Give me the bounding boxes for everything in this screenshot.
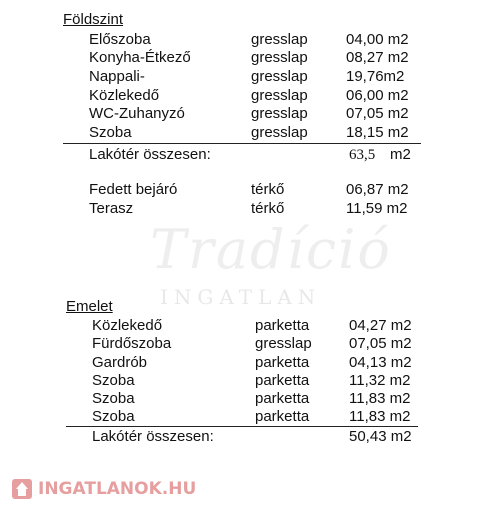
room-name: Közlekedő [92, 317, 163, 334]
divider [63, 143, 421, 144]
total-unit: m2 [390, 146, 411, 163]
total-label: Lakótér összesen: [92, 428, 214, 445]
room-name: Gardrób [92, 354, 148, 371]
room-name: Konyha-Étkező [89, 49, 191, 66]
room-name: WC-Zuhanyzó [89, 105, 185, 122]
room-name: Nappali- [89, 68, 145, 85]
total-label: Lakótér összesen: [89, 146, 211, 163]
room-material: gresslap [251, 105, 308, 122]
room-area: 06,87 m2 [346, 181, 409, 198]
divider [66, 426, 418, 427]
room-area: 04,27 m2 [349, 317, 412, 334]
total-value: 50,43 m2 [349, 428, 412, 445]
room-name: Közlekedő [89, 87, 160, 104]
room-name: Előszoba [89, 31, 151, 48]
room-material: gresslap [251, 31, 308, 48]
house-icon [12, 479, 32, 499]
room-area: 11,59 m2 [346, 200, 408, 217]
ground-floor-title: Földszint [63, 11, 124, 28]
room-material: gresslap [251, 124, 308, 141]
watermark-caps: INGATLAN [160, 285, 322, 309]
room-area: 07,05 m2 [349, 335, 412, 352]
room-area: 07,05 m2 [346, 105, 409, 122]
room-area: 19,76m2 [346, 68, 405, 85]
room-material: gresslap [255, 335, 312, 352]
upper-floor-title: Emelet [66, 298, 113, 315]
room-area: 06,00 m2 [346, 87, 409, 104]
room-area: 11,32 m2 [349, 372, 411, 389]
room-area: 08,27 m2 [346, 49, 409, 66]
room-area: 11,83 m2 [349, 390, 411, 407]
room-name: Terasz [89, 200, 134, 217]
room-name: Szoba [92, 372, 135, 389]
room-material: térkő [251, 181, 285, 198]
room-area: 04,13 m2 [349, 354, 412, 371]
room-name: Szoba [92, 408, 135, 425]
badge-text: INGATLANOK.HU [38, 479, 197, 499]
room-material: térkő [251, 200, 285, 217]
room-material: parketta [255, 390, 310, 407]
room-material: gresslap [251, 49, 308, 66]
room-area: 11,83 m2 [349, 408, 411, 425]
ingatlanok-badge [12, 477, 196, 501]
room-name: Fürdőszoba [92, 335, 172, 352]
room-material: parketta [255, 317, 310, 334]
room-area: 18,15 m2 [346, 124, 409, 141]
room-name: Fedett bejáró [89, 181, 178, 198]
room-material: parketta [255, 372, 310, 389]
total-value: 63,5 [349, 147, 376, 163]
room-material: parketta [255, 408, 310, 425]
room-material: parketta [255, 354, 310, 371]
watermark-script: Tradíció [150, 218, 392, 281]
room-material: gresslap [251, 87, 308, 104]
room-name: Szoba [89, 124, 132, 141]
room-area: 04,00 m2 [346, 31, 409, 48]
room-name: Szoba [92, 390, 135, 407]
room-material: gresslap [251, 68, 308, 85]
